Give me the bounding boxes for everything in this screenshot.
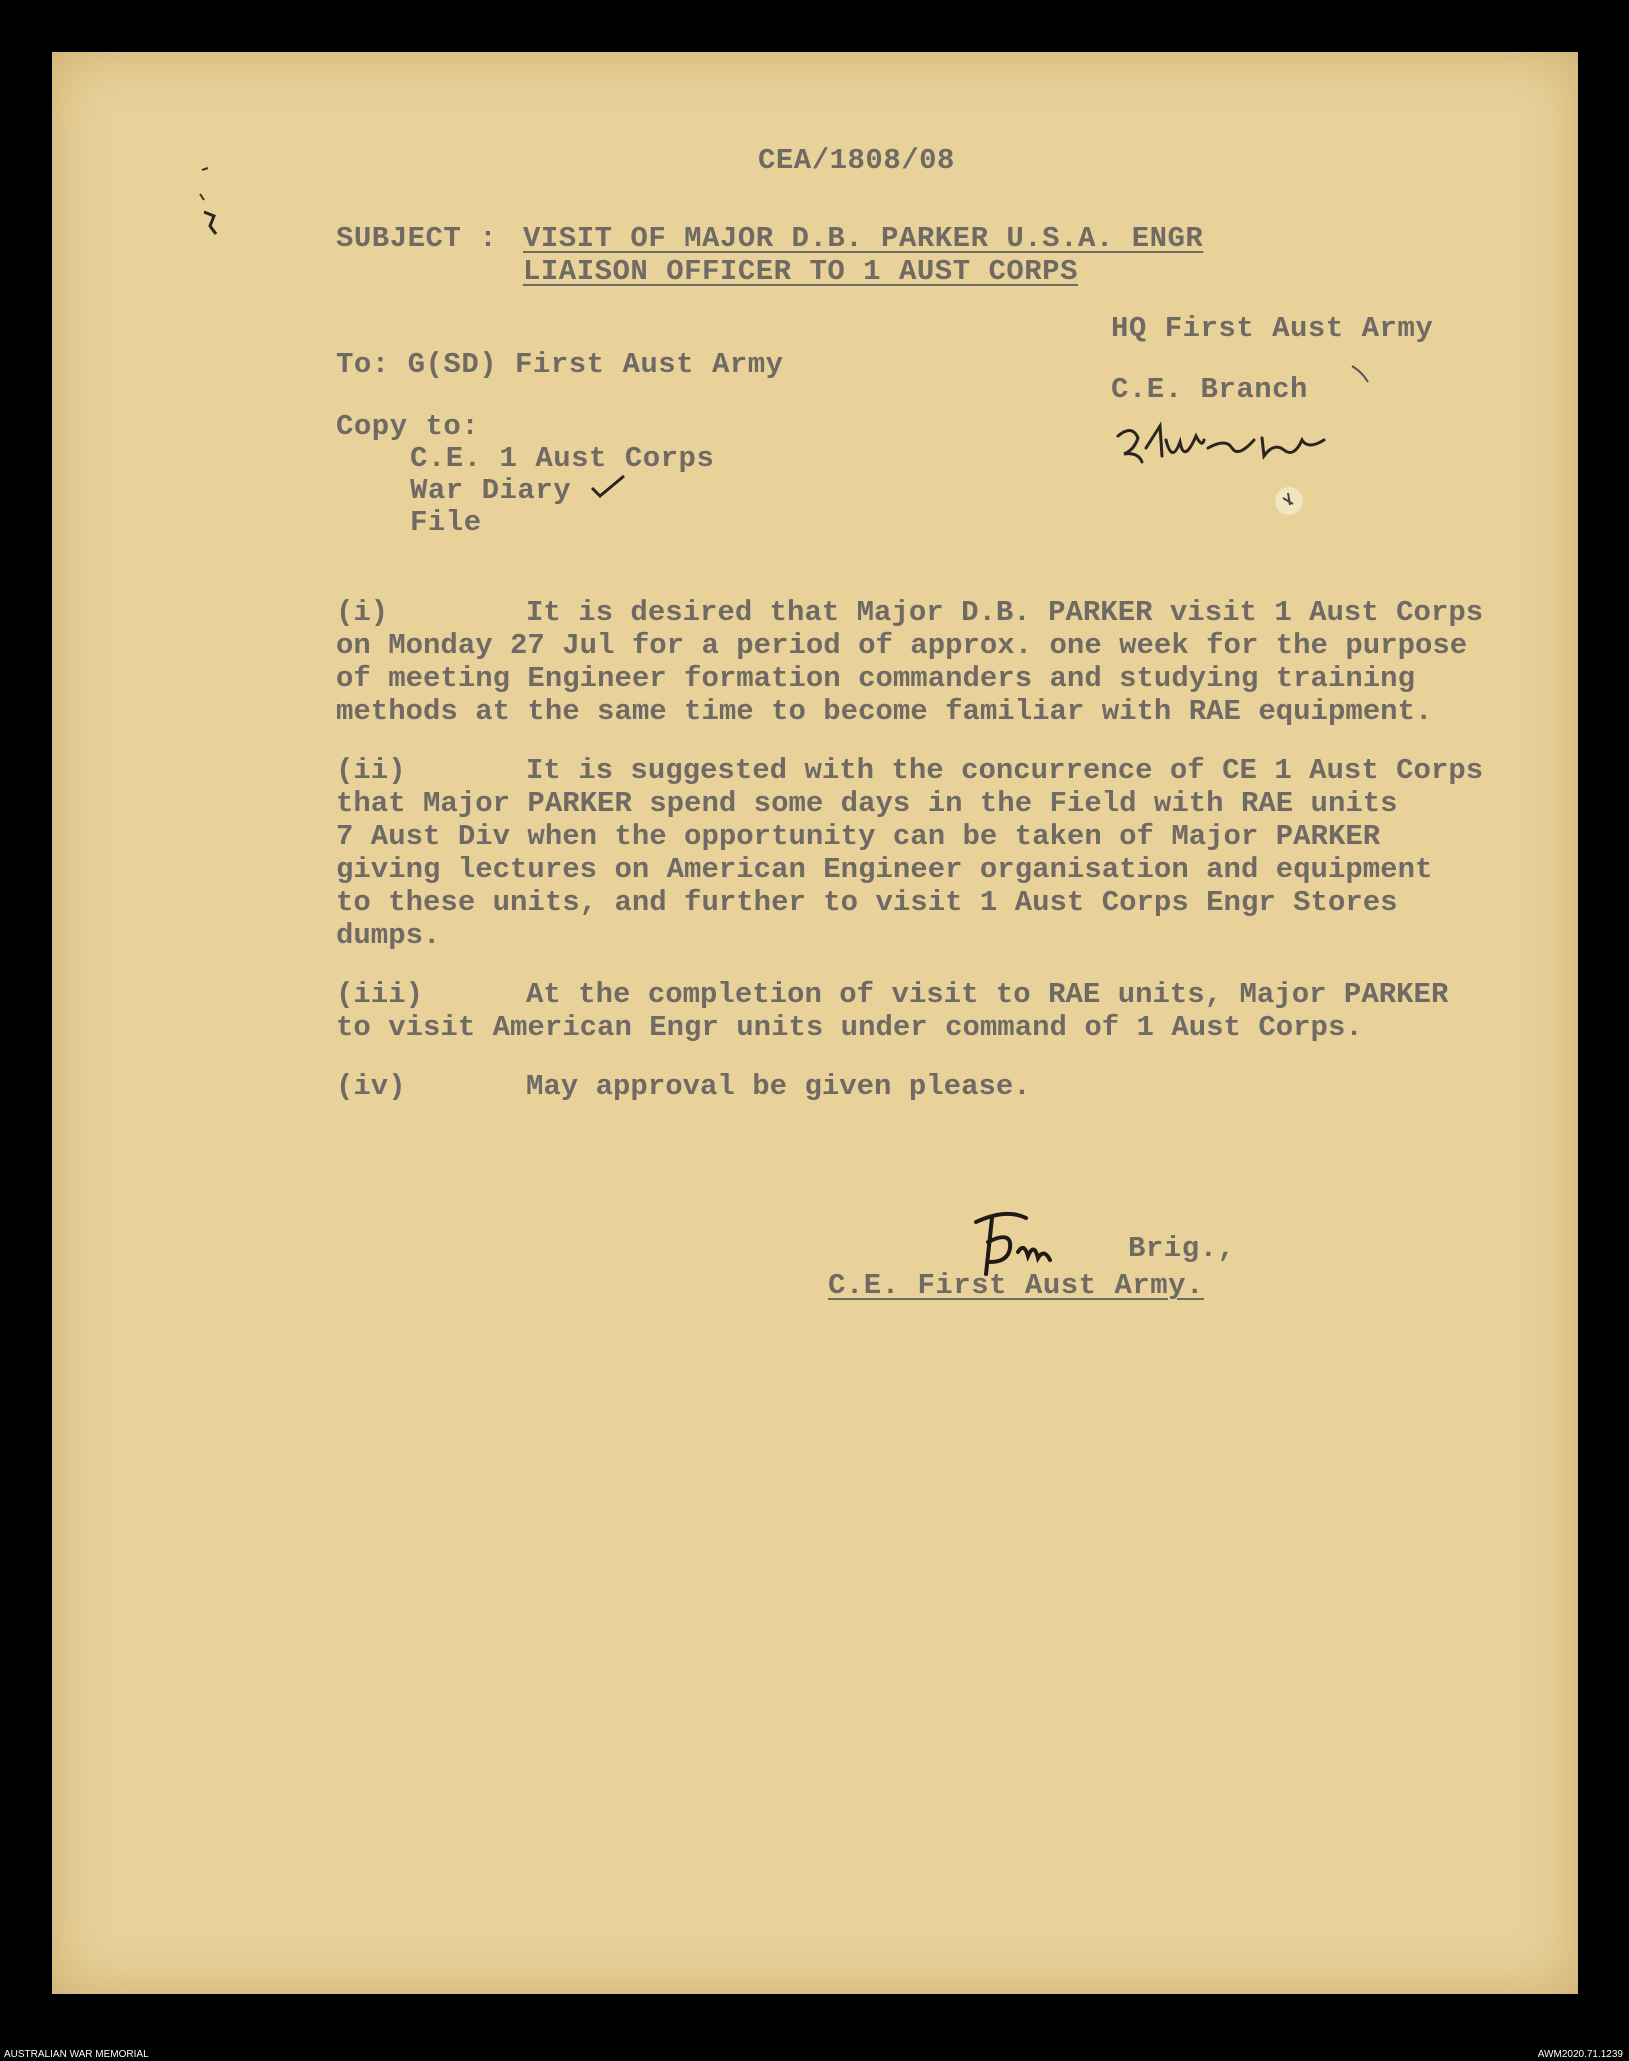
subject-line-2: LIAISON OFFICER TO 1 AUST CORPS [523,255,1078,288]
paragraph-line: giving lectures on American Engineer organisation and equipment [336,853,1433,886]
tick-mark [588,472,628,502]
signature-rank: Brig., [1128,1232,1236,1265]
copy-to-item: File [410,506,482,539]
copy-to-item: War Diary [410,474,572,507]
handwritten-date [1112,418,1352,478]
paragraph-line: At the completion of visit to RAE units, Major PARKER [526,978,1449,1011]
paragraph-line: methods at the same time to become familiar with RAE equipment. [336,695,1433,728]
signature-title: C.E. First Aust Army. [828,1269,1204,1302]
paragraph-line: that Major PARKER spend some days in the Field with RAE units [336,787,1398,820]
paragraph-line: It is desired that Major D.B. PARKER visit 1 Aust Corps [526,596,1484,629]
paragraph-line: It is suggested with the concurrence of CE 1 Aust Corps [526,754,1484,787]
paragraph-line: dumps. [336,919,441,952]
paragraph-line: of meeting Engineer formation commanders and studying training [336,662,1415,695]
paragraph-number: (i) [336,596,389,629]
paragraph-line: on Monday 27 Jul for a period of approx. one week for the purpose [336,629,1468,662]
copy-to-label: Copy to: [336,410,480,443]
from-line-2: C.E. Branch [1111,373,1308,406]
subject-line-1: VISIT OF MAJOR D.B. PARKER U.S.A. ENGR [523,222,1204,255]
document-page [52,52,1578,1994]
paragraph-line: to visit American Engr units under command of 1 Aust Corps. [336,1011,1363,1044]
paragraph-line: 7 Aust Div when the opportunity can be taken of Major PARKER [336,820,1381,853]
reference-number: CEA/1808/08 [758,144,955,177]
paragraph-number: (iv) [336,1070,406,1103]
paragraph-line: May approval be given please. [526,1070,1031,1103]
paragraph-number: (ii) [336,754,406,787]
footer-accession-number: AWM2020.71.1239 [1537,2049,1623,2060]
paragraph-number: (iii) [336,978,424,1011]
footer-institution: AUSTRALIAN WAR MEMORIAL [4,2049,149,2060]
from-line-1: HQ First Aust Army [1111,312,1434,345]
paragraph-line: to these units, and further to visit 1 Aust Corps Engr Stores [336,886,1398,919]
to-line: To: G(SD) First Aust Army [336,348,784,381]
subject-label: SUBJECT : [336,222,498,255]
copy-to-item: C.E. 1 Aust Corps [410,442,715,475]
